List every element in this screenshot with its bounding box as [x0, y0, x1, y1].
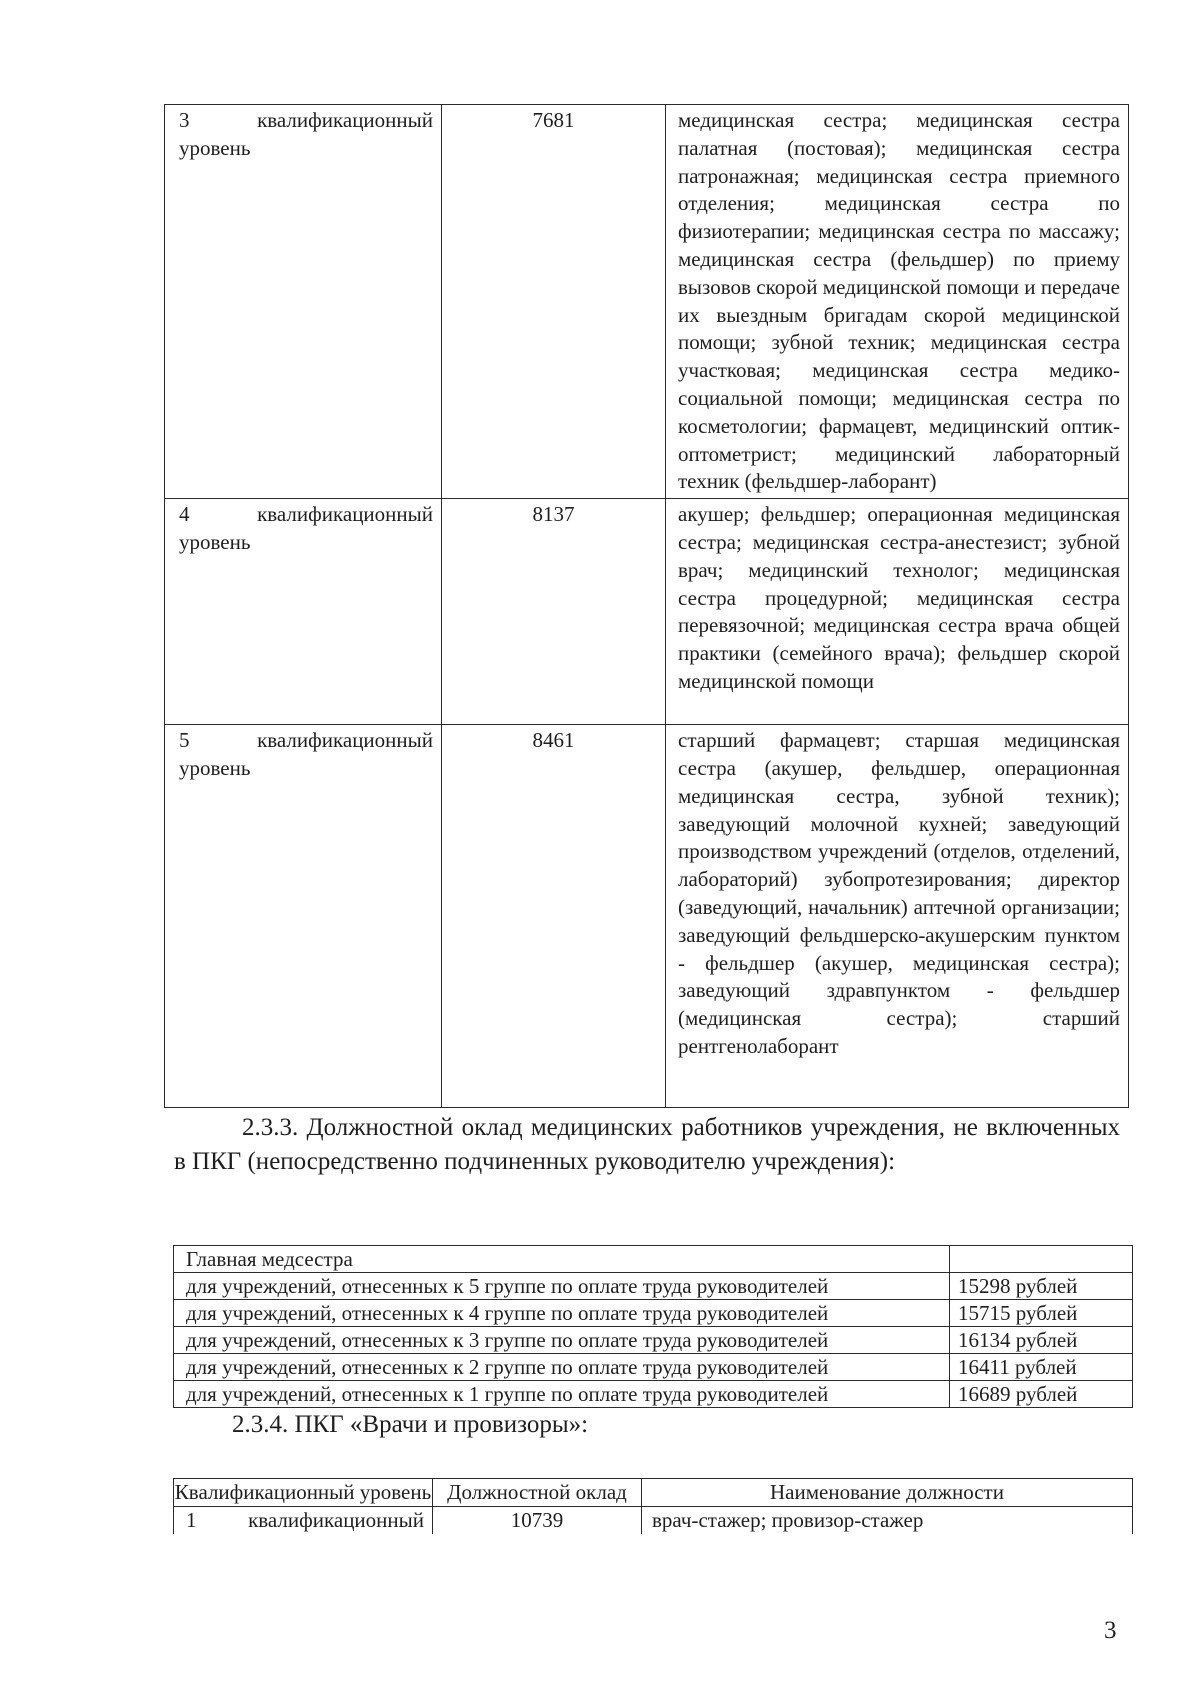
- table-row: [174, 1300, 1133, 1327]
- section-2-3-3-text: 2.3.3. Должностной оклад медицинских работников учреждения, не включенных в ПКГ (непосредственно подчиненных руководителю учреждения):: [174, 1114, 1120, 1175]
- group-salary: 16689 рублей: [950, 1381, 1133, 1408]
- head-nurse-salary-table: [173, 1245, 1133, 1408]
- table-header-row: [174, 1479, 1133, 1507]
- table-row: [165, 499, 1129, 725]
- header-salary: Должностной оклад: [433, 1479, 642, 1507]
- table-row: [174, 1354, 1133, 1381]
- group-label: для учреждений, отнесенных к 2 группе по оплате труда руководителей: [174, 1354, 950, 1381]
- empty-cell: [950, 1246, 1133, 1273]
- table-row: [174, 1507, 1133, 1535]
- group-salary: 16134 рублей: [950, 1327, 1133, 1354]
- level-cell: 5 квалификационный уровень: [165, 725, 442, 1108]
- positions-cell: врач-стажер; провизор-стажер: [642, 1507, 1133, 1535]
- salary-cell: 7681: [442, 105, 666, 499]
- header-level: Квалификационный уровень: [174, 1479, 433, 1507]
- group-salary: 15715 рублей: [950, 1300, 1133, 1327]
- group-label: для учреждений, отнесенных к 5 группе по оплате труда руководителей: [174, 1273, 950, 1300]
- group-salary: 15298 рублей: [950, 1273, 1133, 1300]
- qualification-levels-table: [164, 104, 1129, 1108]
- table-row: [174, 1381, 1133, 1408]
- group-label: для учреждений, отнесенных к 1 группе по оплате труда руководителей: [174, 1381, 950, 1408]
- table-row: [174, 1327, 1133, 1354]
- positions-cell: медицинская сестра; медицинская сестра палатная (постовая); медицинская сестра патронажная; медицинская сестра приемного отделения; медицинская сестра по физиотерапии; медицинская сестра по массажу; медицинская сестра (фельдшер) по приему вызовов скорой медицинской помощи и передаче их выездным бригадам скорой медицинской помощи; зубной техник; медицинская сестра участковая; медицинская сестра медико-социальной помощи; медицинская сестра по косметологии; фармацевт, медицинский оптик-оптометрист; медицинский лабораторный техник (фельдшер-лаборант): [666, 105, 1129, 499]
- header-position: Наименование должности: [642, 1479, 1133, 1507]
- level-cell: 3 квалификационный уровень: [165, 105, 442, 499]
- doctors-pharmacists-table: [173, 1478, 1133, 1534]
- group-salary: 16411 рублей: [950, 1354, 1133, 1381]
- table-row: [174, 1246, 1133, 1273]
- group-label: для учреждений, отнесенных к 4 группе по оплате труда руководителей: [174, 1300, 950, 1327]
- level-cell: 4 квалификационный уровень: [165, 499, 442, 725]
- salary-cell: 10739: [433, 1507, 642, 1535]
- positions-cell: акушер; фельдшер; операционная медицинская сестра; медицинская сестра-анестезист; зубной врач; медицинский технолог; медицинская сестра процедурной; медицинская сестра перевязочной; медицинская сестра врача общей практики (семейного врача); фельдшер скорой медицинской помощи: [666, 499, 1129, 725]
- table-row: [174, 1273, 1133, 1300]
- salary-cell: 8461: [442, 725, 666, 1108]
- positions-cell: старший фармацевт; старшая медицинская сестра (акушер, фельдшер, операционная медицинская сестра, зубной техник); заведующий молочной кухней; заведующий производством учреждений (отделов, отделений, лабораторий) зубопротезирования; директор (заведующий, начальник) аптечной организации; заведующий фельдшерско-акушерским пунктом - фельдшер (акушер, медицинская сестра); заведующий здравпунктом - фельдшер (медицинская сестра); старший рентгенолаборант: [666, 725, 1129, 1108]
- salary-cell: 8137: [442, 499, 666, 725]
- table-row: [165, 105, 1129, 499]
- level-cell: 1 квалификационный: [174, 1507, 433, 1535]
- group-label: для учреждений, отнесенных к 3 группе по оплате труда руководителей: [174, 1327, 950, 1354]
- page-number: 3: [1104, 1617, 1117, 1644]
- head-nurse-title: Главная медсестра: [174, 1246, 950, 1273]
- section-2-3-3-paragraph: [174, 1111, 1120, 1179]
- section-2-3-4-heading: 2.3.4. ПКГ «Врачи и провизоры»:: [232, 1411, 589, 1438]
- table-row: [165, 725, 1129, 1108]
